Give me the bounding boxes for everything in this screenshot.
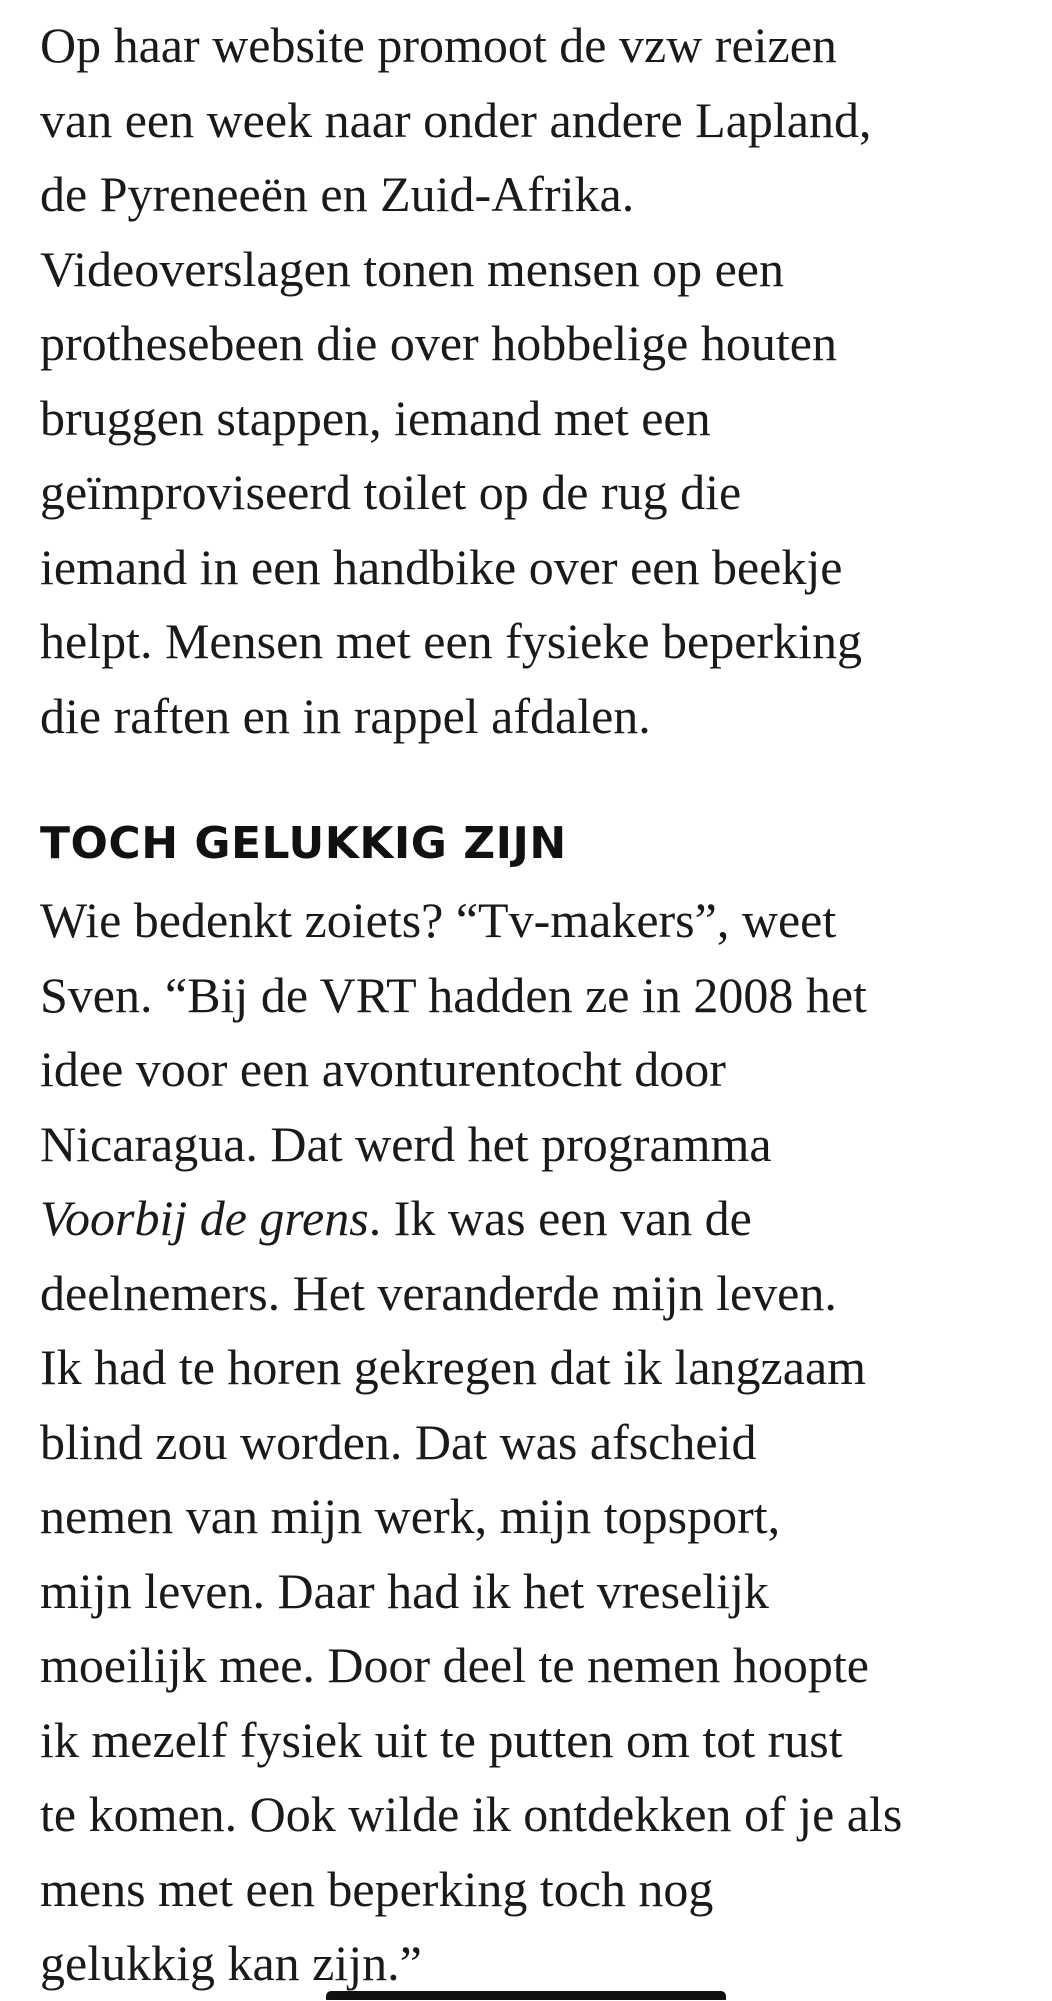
text-line: blind zou worden. Dat was afscheid (40, 1413, 757, 1470)
text-line: prothesebeen die over hobbelige houten (40, 315, 837, 371)
text-line: van een week naar onder andere Lapland, (40, 91, 872, 148)
article-body (40, 8, 1030, 2001)
text-line: moeilijk mee. Door deel te nemen hoopte (40, 1637, 869, 1693)
home-indicator-bar[interactable] (326, 1991, 726, 2000)
text-line: bruggen stappen, iemand met een (40, 389, 711, 446)
paragraph-interview (40, 883, 1030, 2001)
paragraph-travel (40, 8, 1030, 753)
text-line: ik mezelf fysiek uit te putten om tot rust (40, 1711, 843, 1768)
text-line: helpt. Mensen met een fysieke beperking (40, 613, 862, 669)
text-line: geïmproviseerd toilet op de rug die (40, 464, 742, 520)
text-line: die raften en in rappel afdalen. (40, 687, 651, 744)
section-subheading: TOCH GELUKKIG ZIJN (40, 818, 567, 869)
text-line: gelukkig kan zijn.” (40, 1935, 422, 1991)
text-line-with-title (40, 1181, 1030, 1256)
text-line: Ik had te horen gekregen dat ik langzaam (40, 1339, 867, 1395)
text-line: nemen van mijn werk, mijn topsport, (40, 1488, 781, 1544)
text-line: deelnemers. Het veranderde mijn leven. (40, 1264, 837, 1321)
text-line: Sven. “Bij de VRT hadden ze in 2008 het (40, 966, 867, 1023)
text-line: mens met een beperking toch nog (40, 1860, 714, 1917)
text-line: mijn leven. Daar had ik het vreselijk (40, 1562, 769, 1619)
programme-title: Voorbij de grens (40, 1190, 369, 1246)
text-line: Videoverslagen tonen mensen op een (40, 240, 784, 297)
text-line: Wie bedenkt zoiets? “Tv-makers”, weet (40, 892, 837, 948)
text-line: te komen. Ook wilde ik ontdekken of je als (40, 1786, 903, 1842)
text-line: Nicaragua. Dat werd het programma (40, 1115, 772, 1172)
text-line: iemand in een handbike over een beekje (40, 538, 843, 595)
text-line: Op haar website promoot de vzw reizen (40, 17, 837, 73)
text-line: de Pyreneeën en Zuid-Afrika. (40, 166, 635, 222)
text-line: idee voor een avonturentocht door (40, 1041, 726, 1097)
text-fragment: . Ik was een van de (368, 1190, 752, 1246)
